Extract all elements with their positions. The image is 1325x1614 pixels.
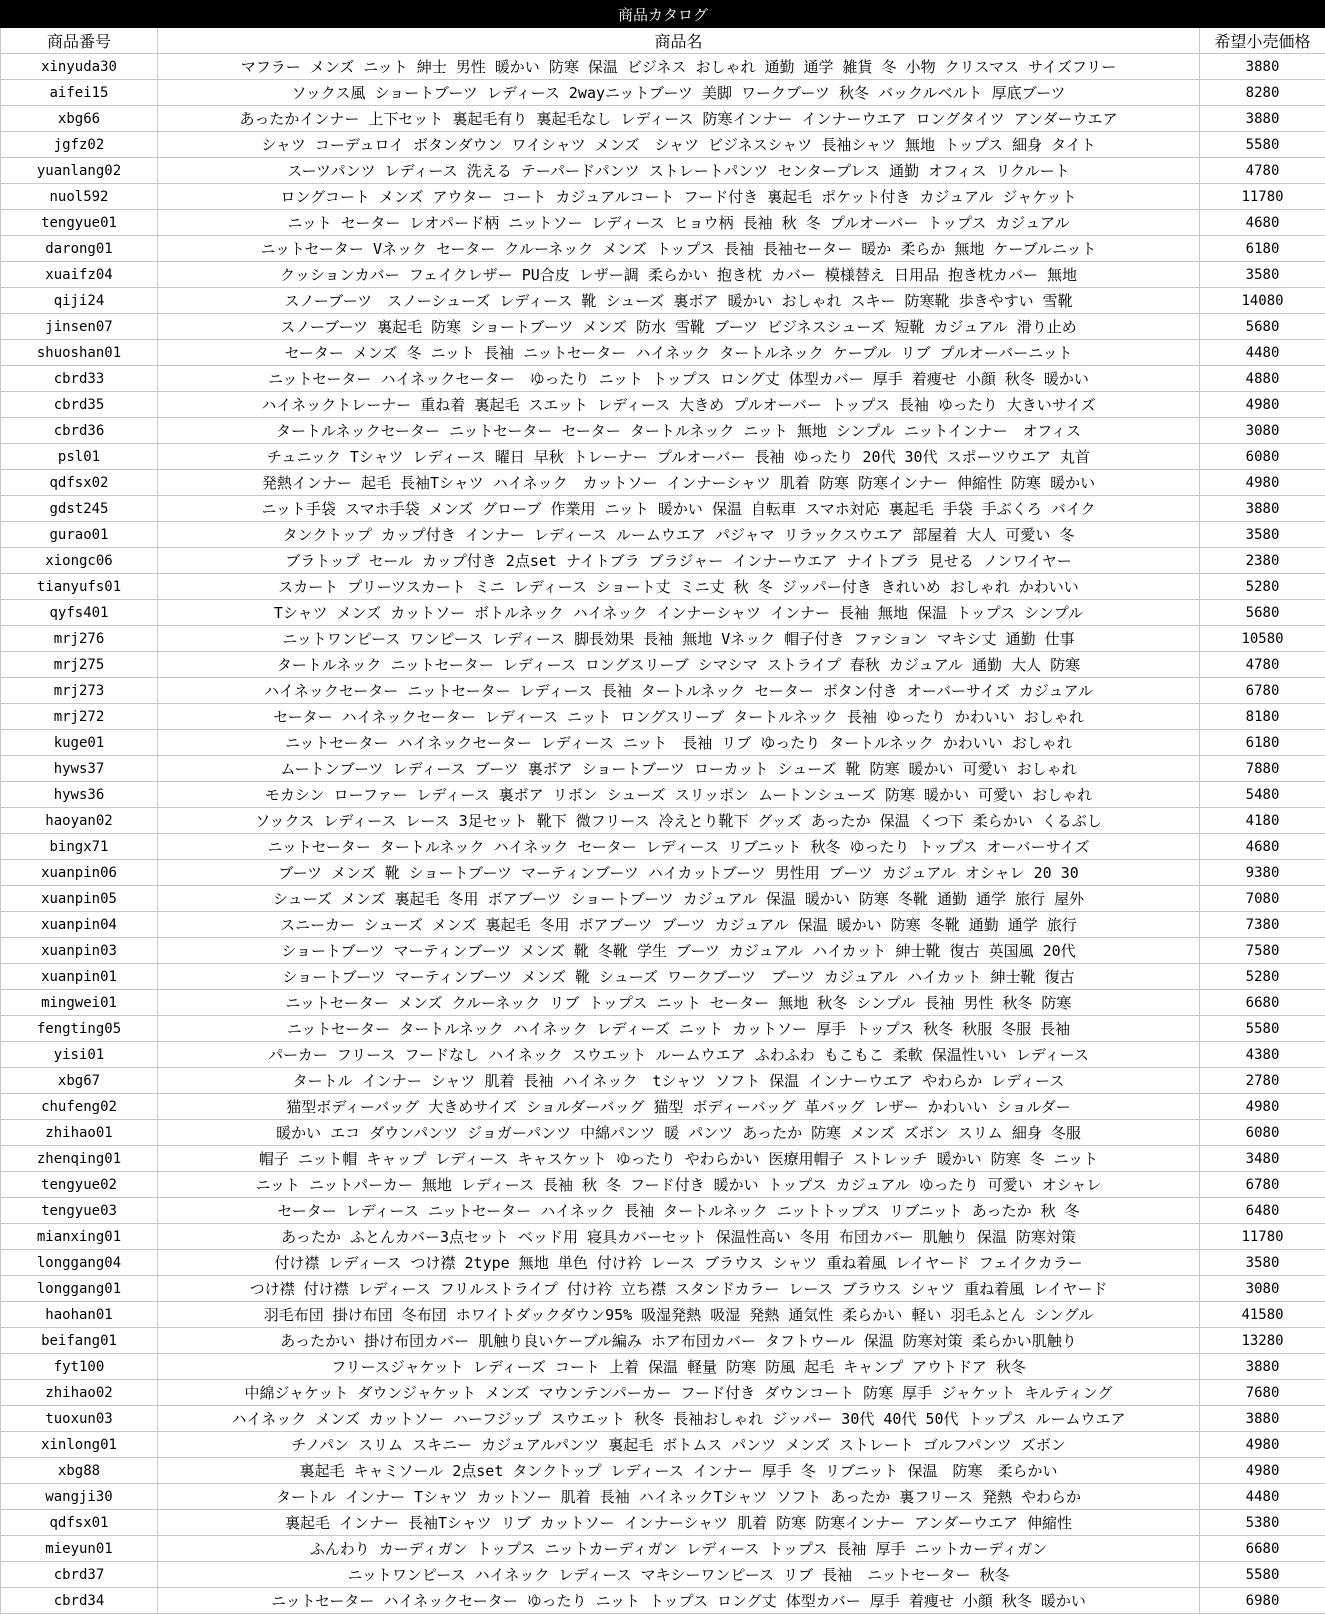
price-cell: 2780 bbox=[1200, 1068, 1325, 1094]
table-row bbox=[1, 938, 1325, 964]
product-number-cell: xuanpin05 bbox=[1, 886, 158, 912]
price-cell: 5280 bbox=[1200, 574, 1325, 600]
product-number-cell: mrj273 bbox=[1, 678, 158, 704]
product-number-cell: nuol592 bbox=[1, 184, 158, 210]
price-cell: 4680 bbox=[1200, 210, 1325, 236]
product-number-cell: tianyufs01 bbox=[1, 574, 158, 600]
header-row bbox=[1, 28, 1325, 54]
price-cell: 3080 bbox=[1200, 1276, 1325, 1302]
product-number-cell: xuaifz04 bbox=[1, 262, 158, 288]
table-row bbox=[1, 132, 1325, 158]
table-row bbox=[1, 1406, 1325, 1432]
product-name-cell: タートルネックセーター ニットセーター セーター タートルネック ニット 無地 シンプル ニットインナー オフィス bbox=[158, 418, 1200, 444]
product-name-cell: ブーツ メンズ 靴 ショートブーツ マーティンブーツ ハイカットブーツ 男性用 ブーツ カジュアル オシャレ 20 30 bbox=[158, 860, 1200, 886]
product-name-cell: スノーブーツ 裏起毛 防寒 ショートブーツ メンズ 防水 雪靴 ブーツ ビジネスシューズ 短靴 カジュアル 滑り止め bbox=[158, 314, 1200, 340]
price-cell: 5680 bbox=[1200, 600, 1325, 626]
table-row bbox=[1, 1484, 1325, 1510]
product-number-cell: cbrd34 bbox=[1, 1588, 158, 1614]
product-name-cell: 帽子 ニット帽 キャップ レディース キャスケット ゆったり やわらかい 医療用帽子 ストレッチ 暖かい 防寒 冬 ニット bbox=[158, 1146, 1200, 1172]
table-row bbox=[1, 782, 1325, 808]
table-row bbox=[1, 730, 1325, 756]
product-number-cell: longgang04 bbox=[1, 1250, 158, 1276]
table-row bbox=[1, 80, 1325, 106]
product-name-cell: ニット手袋 スマホ手袋 メンズ グローブ 作業用 ニット 暖かい 保温 自転車 スマホ対応 裏起毛 手袋 手ぶくろ バイク bbox=[158, 496, 1200, 522]
product-number-cell: bingx71 bbox=[1, 834, 158, 860]
table-row bbox=[1, 886, 1325, 912]
product-number-cell: cbrd36 bbox=[1, 418, 158, 444]
product-name-cell: ニットワンピース ハイネック レディース マキシーワンピース リブ 長袖 ニットセーター 秋冬 bbox=[158, 1562, 1200, 1588]
product-name-cell: あったか ふとんカバー3点セット ベッド用 寝具カバーセット 保温性高い 冬用 布団カバー 肌触り 保温 防寒対策 bbox=[158, 1224, 1200, 1250]
table-row bbox=[1, 1588, 1325, 1614]
price-cell: 3880 bbox=[1200, 496, 1325, 522]
product-number-cell: xiongc06 bbox=[1, 548, 158, 574]
table-row bbox=[1, 158, 1325, 184]
product-name-cell: スノーブーツ スノーシューズ レディース 靴 シューズ 裏ボア 暖かい おしゃれ スキー 防寒靴 歩きやすい 雪靴 bbox=[158, 288, 1200, 314]
table-row bbox=[1, 1354, 1325, 1380]
price-cell: 5680 bbox=[1200, 314, 1325, 340]
product-name-cell: スカート プリーツスカート ミニ レディース ショート丈 ミニ丈 秋 冬 ジッパー付き きれいめ おしゃれ かわいい bbox=[158, 574, 1200, 600]
product-name-cell: ソックス風 ショートブーツ レディース 2wayニットブーツ 美脚 ワークブーツ 秋冬 バックルベルト 厚底ブーツ bbox=[158, 80, 1200, 106]
product-name-cell: あったかインナー 上下セット 裏起毛有り 裏起毛なし レディース 防寒インナー インナーウエア ロングタイツ アンダーウエア bbox=[158, 106, 1200, 132]
price-cell: 4380 bbox=[1200, 1042, 1325, 1068]
product-name-cell: チュニック Tシャツ レディース 曜日 早秋 トレーナー プルオーバー 長袖 ゆったり 20代 30代 スポーツウエア 丸首 bbox=[158, 444, 1200, 470]
table-row bbox=[1, 1172, 1325, 1198]
price-cell: 4180 bbox=[1200, 808, 1325, 834]
product-name-cell: マフラー メンズ ニット 紳士 男性 暖かい 防寒 保温 ビジネス おしゃれ 通勤 通学 雑貨 冬 小物 クリスマス サイズフリー bbox=[158, 54, 1200, 80]
table-row bbox=[1, 1042, 1325, 1068]
product-name-cell: ハイネック メンズ カットソー ハーフジップ スウエット 秋冬 長袖おしゃれ ジッパー 30代 40代 50代 トップス ルームウエア bbox=[158, 1406, 1200, 1432]
table-row bbox=[1, 1068, 1325, 1094]
product-number-cell: mrj276 bbox=[1, 626, 158, 652]
product-number-cell: xinlong01 bbox=[1, 1432, 158, 1458]
product-number-cell: aifei15 bbox=[1, 80, 158, 106]
table-row bbox=[1, 184, 1325, 210]
price-cell: 4980 bbox=[1200, 470, 1325, 496]
product-number-cell: gurao01 bbox=[1, 522, 158, 548]
product-name-cell: スニーカー シューズ メンズ 裏起毛 冬用 ボアブーツ ブーツ カジュアル 保温 暖かい 防寒 冬靴 通勤 通学 旅行 bbox=[158, 912, 1200, 938]
product-number-cell: psl01 bbox=[1, 444, 158, 470]
product-number-cell: qdfsx02 bbox=[1, 470, 158, 496]
table-row bbox=[1, 314, 1325, 340]
price-cell: 7580 bbox=[1200, 938, 1325, 964]
price-cell: 6680 bbox=[1200, 1536, 1325, 1562]
product-name-cell: ハイネックセーター ニットセーター レディース 長袖 タートルネック セーター ボタン付き オーバーサイズ カジュアル bbox=[158, 678, 1200, 704]
product-name-cell: シューズ メンズ 裏起毛 冬用 ボアブーツ ショートブーツ カジュアル 保温 暖かい 防寒 冬靴 通勤 通学 旅行 屋外 bbox=[158, 886, 1200, 912]
product-name-cell: パーカー フリース フードなし ハイネック スウエット ルームウエア ふわふわ もこもこ 柔軟 保温性いい レディース bbox=[158, 1042, 1200, 1068]
table-row bbox=[1, 106, 1325, 132]
table-row bbox=[1, 470, 1325, 496]
product-number-cell: wangji30 bbox=[1, 1484, 158, 1510]
table-row bbox=[1, 834, 1325, 860]
price-cell: 13280 bbox=[1200, 1328, 1325, 1354]
product-number-cell: cbrd35 bbox=[1, 392, 158, 418]
price-cell: 4980 bbox=[1200, 392, 1325, 418]
price-cell: 5580 bbox=[1200, 1016, 1325, 1042]
price-cell: 3580 bbox=[1200, 1250, 1325, 1276]
table-row bbox=[1, 1536, 1325, 1562]
table-row bbox=[1, 1276, 1325, 1302]
price-cell: 5380 bbox=[1200, 1510, 1325, 1536]
price-cell: 11780 bbox=[1200, 1224, 1325, 1250]
product-name-cell: 裏起毛 インナー 長袖Tシャツ リブ カットソー インナーシャツ 肌着 防寒 防寒インナー アンダーウエア 伸縮性 bbox=[158, 1510, 1200, 1536]
product-name-cell: ニット ニットパーカー 無地 レディース 長袖 秋 冬 フード付き 暖かい トップス カジュアル ゆったり 可愛い オシャレ bbox=[158, 1172, 1200, 1198]
product-name-cell: 付け襟 レディース つけ襟 2type 無地 単色 付け衿 レース ブラウス シャツ 重ね着風 レイヤード フェイクカラー bbox=[158, 1250, 1200, 1276]
table-row bbox=[1, 756, 1325, 782]
table-row bbox=[1, 1094, 1325, 1120]
product-number-cell: zhenqing01 bbox=[1, 1146, 158, 1172]
product-number-cell: yisi01 bbox=[1, 1042, 158, 1068]
price-cell: 3880 bbox=[1200, 1406, 1325, 1432]
product-name-cell: シャツ コーデュロイ ボタンダウン ワイシャツ メンズ シャツ ビジネスシャツ 長袖シャツ 無地 トップス 細身 タイト bbox=[158, 132, 1200, 158]
table-row bbox=[1, 600, 1325, 626]
product-number-cell: tengyue02 bbox=[1, 1172, 158, 1198]
product-number-cell: cbrd33 bbox=[1, 366, 158, 392]
table-row bbox=[1, 1198, 1325, 1224]
product-name-cell: 中綿ジャケット ダウンジャケット メンズ マウンテンパーカー フード付き ダウンコート 防寒 厚手 ジャケット キルティング bbox=[158, 1380, 1200, 1406]
product-number-cell: tengyue01 bbox=[1, 210, 158, 236]
price-cell: 6080 bbox=[1200, 1120, 1325, 1146]
product-name-cell: ふんわり カーディガン トップス ニットカーディガン レディース トップス 長袖 厚手 ニットカーディガン bbox=[158, 1536, 1200, 1562]
product-name-cell: ニットセーター Vネック セーター クルーネック メンズ トップス 長袖 長袖セーター 暖か 柔らか 無地 ケーブルニット bbox=[158, 236, 1200, 262]
product-name-cell: ニット セーター レオパード柄 ニットソー レディース ヒョウ柄 長袖 秋 冬 プルオーバー トップス カジュアル bbox=[158, 210, 1200, 236]
price-cell: 14080 bbox=[1200, 288, 1325, 314]
product-name-cell: 羽毛布団 掛け布団 冬布団 ホワイトダックダウン95% 吸湿発熱 吸湿 発熱 通気性 柔らかい 軽い 羽毛ふとん シングル bbox=[158, 1302, 1200, 1328]
price-cell: 6780 bbox=[1200, 1172, 1325, 1198]
product-number-cell: cbrd37 bbox=[1, 1562, 158, 1588]
price-cell: 9380 bbox=[1200, 860, 1325, 886]
price-cell: 4780 bbox=[1200, 652, 1325, 678]
price-cell: 7880 bbox=[1200, 756, 1325, 782]
price-cell: 4780 bbox=[1200, 158, 1325, 184]
price-cell: 5280 bbox=[1200, 964, 1325, 990]
table-row bbox=[1, 366, 1325, 392]
product-name-cell: ニットセーター ハイネックセーター レディース ニット 長袖 リブ ゆったり タートルネック かわいい おしゃれ bbox=[158, 730, 1200, 756]
table-row bbox=[1, 860, 1325, 886]
product-number-cell: hyws36 bbox=[1, 782, 158, 808]
price-cell: 6180 bbox=[1200, 236, 1325, 262]
product-name-cell: ニットセーター メンズ クルーネック リブ トップス ニット セーター 無地 秋冬 シンプル 長袖 男性 秋冬 防寒 bbox=[158, 990, 1200, 1016]
product-number-cell: mingwei01 bbox=[1, 990, 158, 1016]
table-row bbox=[1, 704, 1325, 730]
product-number-cell: fyt100 bbox=[1, 1354, 158, 1380]
product-name-cell: クッションカバー フェイクレザー PU合皮 レザー調 柔らかい 抱き枕 カバー 模様替え 日用品 抱き枕カバー 無地 bbox=[158, 262, 1200, 288]
price-cell: 6980 bbox=[1200, 1588, 1325, 1614]
table-row bbox=[1, 1120, 1325, 1146]
product-name-cell: ショートブーツ マーティンブーツ メンズ 靴 冬靴 学生 ブーツ カジュアル ハイカット 紳士靴 復古 英国風 20代 bbox=[158, 938, 1200, 964]
product-number-cell: qdfsx01 bbox=[1, 1510, 158, 1536]
column-header-product-number: 商品番号 bbox=[1, 28, 158, 54]
price-cell: 3880 bbox=[1200, 106, 1325, 132]
price-cell: 2380 bbox=[1200, 548, 1325, 574]
price-cell: 7380 bbox=[1200, 912, 1325, 938]
product-name-cell: ロングコート メンズ アウター コート カジュアルコート フード付き 裏起毛 ポケット付き カジュアル ジャケット bbox=[158, 184, 1200, 210]
product-name-cell: つけ襟 付け襟 レディース フリルストライプ 付け衿 立ち襟 スタンドカラー レース ブラウス シャツ 重ね着風 レイヤード bbox=[158, 1276, 1200, 1302]
product-number-cell: xinyuda30 bbox=[1, 54, 158, 80]
product-number-cell: tuoxun03 bbox=[1, 1406, 158, 1432]
product-name-cell: 発熱インナー 起毛 長袖Tシャツ ハイネック カットソー インナーシャツ 肌着 防寒 防寒インナー 伸縮性 防寒 暖かい bbox=[158, 470, 1200, 496]
product-name-cell: ニットセーター タートルネック ハイネック セーター レディース リブニット 秋冬 ゆったり トップス オーバーサイズ bbox=[158, 834, 1200, 860]
product-number-cell: zhihao01 bbox=[1, 1120, 158, 1146]
price-cell: 4680 bbox=[1200, 834, 1325, 860]
price-cell: 7680 bbox=[1200, 1380, 1325, 1406]
product-name-cell: Tシャツ メンズ カットソー ボトルネック ハイネック インナーシャツ インナー 長袖 無地 保温 トップス シンプル bbox=[158, 600, 1200, 626]
table-row bbox=[1, 1458, 1325, 1484]
price-cell: 4480 bbox=[1200, 1484, 1325, 1510]
table-row bbox=[1, 626, 1325, 652]
product-name-cell: あったかい 掛け布団カバー 肌触り良いケーブル編み ホア布団カバー タフトウール 保温 防寒対策 柔らかい肌触り bbox=[158, 1328, 1200, 1354]
price-cell: 7080 bbox=[1200, 886, 1325, 912]
product-name-cell: タートルネック ニットセーター レディース ロングスリーブ シマシマ ストライプ 春秋 カジュアル 通勤 大人 防寒 bbox=[158, 652, 1200, 678]
table-row bbox=[1, 210, 1325, 236]
price-cell: 3880 bbox=[1200, 1354, 1325, 1380]
product-number-cell: chufeng02 bbox=[1, 1094, 158, 1120]
product-number-cell: xbg66 bbox=[1, 106, 158, 132]
product-number-cell: xuanpin04 bbox=[1, 912, 158, 938]
table-row bbox=[1, 808, 1325, 834]
column-header-price: 希望小売価格 bbox=[1200, 28, 1325, 54]
price-cell: 5480 bbox=[1200, 782, 1325, 808]
product-number-cell: qiji24 bbox=[1, 288, 158, 314]
table-row bbox=[1, 548, 1325, 574]
product-number-cell: haohan01 bbox=[1, 1302, 158, 1328]
product-number-cell: xuanpin01 bbox=[1, 964, 158, 990]
product-name-cell: ニットセーター タートルネック ハイネック レディーズ ニット カットソー 厚手 トップス 秋冬 秋服 冬服 長袖 bbox=[158, 1016, 1200, 1042]
price-cell: 11780 bbox=[1200, 184, 1325, 210]
title-row bbox=[1, 1, 1325, 28]
product-number-cell: jgfz02 bbox=[1, 132, 158, 158]
product-name-cell: セーター レディース ニットセーター ハイネック 長袖 タートルネック ニットトップス リブニット あったか 秋 冬 bbox=[158, 1198, 1200, 1224]
product-number-cell: hyws37 bbox=[1, 756, 158, 782]
price-cell: 3580 bbox=[1200, 262, 1325, 288]
table-row bbox=[1, 990, 1325, 1016]
price-cell: 5580 bbox=[1200, 1562, 1325, 1588]
table-row bbox=[1, 340, 1325, 366]
price-cell: 4480 bbox=[1200, 340, 1325, 366]
product-number-cell: longgang01 bbox=[1, 1276, 158, 1302]
table-row bbox=[1, 418, 1325, 444]
catalog-title: 商品カタログ bbox=[1, 1, 1325, 28]
product-name-cell: セーター ハイネックセーター レディース ニット ロングスリーブ タートルネック 長袖 ゆったり かわいい おしゃれ bbox=[158, 704, 1200, 730]
price-cell: 4980 bbox=[1200, 1094, 1325, 1120]
column-header-product-name: 商品名 bbox=[158, 28, 1200, 54]
product-number-cell: fengting05 bbox=[1, 1016, 158, 1042]
product-number-cell: darong01 bbox=[1, 236, 158, 262]
price-cell: 8280 bbox=[1200, 80, 1325, 106]
product-name-cell: ニットセーター ハイネックセーター ゆったり ニット トップス ロング丈 体型カバー 厚手 着痩せ 小顔 秋冬 暖かい bbox=[158, 366, 1200, 392]
product-number-cell: gdst245 bbox=[1, 496, 158, 522]
price-cell: 41580 bbox=[1200, 1302, 1325, 1328]
price-cell: 8180 bbox=[1200, 704, 1325, 730]
product-number-cell: mrj275 bbox=[1, 652, 158, 678]
product-name-cell: 猫型ボディーバッグ 大きめサイズ ショルダーバッグ 猫型 ボディーバッグ 革バッグ レザー かわいい ショルダー bbox=[158, 1094, 1200, 1120]
price-cell: 4980 bbox=[1200, 1432, 1325, 1458]
product-number-cell: zhihao02 bbox=[1, 1380, 158, 1406]
price-cell: 4980 bbox=[1200, 1458, 1325, 1484]
product-name-cell: セーター メンズ 冬 ニット 長袖 ニットセーター ハイネック タートルネック ケーブル リブ プルオーバーニット bbox=[158, 340, 1200, 366]
price-cell: 3480 bbox=[1200, 1146, 1325, 1172]
table-row bbox=[1, 496, 1325, 522]
table-row bbox=[1, 522, 1325, 548]
product-name-cell: ブラトップ セール カップ付き 2点set ナイトブラ ブラジャー インナーウエア ナイトブラ 見せる ノンワイヤー bbox=[158, 548, 1200, 574]
price-cell: 3580 bbox=[1200, 522, 1325, 548]
price-cell: 10580 bbox=[1200, 626, 1325, 652]
product-number-cell: jinsen07 bbox=[1, 314, 158, 340]
table-row bbox=[1, 288, 1325, 314]
table-row bbox=[1, 1302, 1325, 1328]
product-name-cell: タンクトップ カップ付き インナー レディース ルームウエア パジャマ リラックスウエア 部屋着 大人 可愛い 冬 bbox=[158, 522, 1200, 548]
product-number-cell: qyfs401 bbox=[1, 600, 158, 626]
table-row bbox=[1, 236, 1325, 262]
table-row bbox=[1, 1328, 1325, 1354]
table-row bbox=[1, 1146, 1325, 1172]
table-row bbox=[1, 678, 1325, 704]
product-name-cell: 暖かい エコ ダウンパンツ ジョガーパンツ 中綿パンツ 暖 パンツ あったか 防寒 メンズ ズボン スリム 細身 冬服 bbox=[158, 1120, 1200, 1146]
price-cell: 6780 bbox=[1200, 678, 1325, 704]
table-row bbox=[1, 1016, 1325, 1042]
product-name-cell: ニットセーター ハイネックセーター ゆったり ニット トップス ロング丈 体型カバー 厚手 着痩せ 小顔 秋冬 暖かい bbox=[158, 1588, 1200, 1614]
product-number-cell: haoyan02 bbox=[1, 808, 158, 834]
product-number-cell: tengyue03 bbox=[1, 1198, 158, 1224]
table-row bbox=[1, 912, 1325, 938]
table-row bbox=[1, 1510, 1325, 1536]
table-row bbox=[1, 1562, 1325, 1588]
product-name-cell: フリースジャケット レディーズ コート 上着 保温 軽量 防寒 防風 起毛 キャンプ アウトドア 秋冬 bbox=[158, 1354, 1200, 1380]
product-number-cell: shuoshan01 bbox=[1, 340, 158, 366]
price-cell: 4880 bbox=[1200, 366, 1325, 392]
product-number-cell: xuanpin03 bbox=[1, 938, 158, 964]
product-number-cell: mianxing01 bbox=[1, 1224, 158, 1250]
product-number-cell: kuge01 bbox=[1, 730, 158, 756]
table-row bbox=[1, 1250, 1325, 1276]
product-name-cell: タートル インナー シャツ 肌着 長袖 ハイネック tシャツ ソフト 保温 インナーウエア やわらか レディース bbox=[158, 1068, 1200, 1094]
product-name-cell: ハイネックトレーナー 重ね着 裏起毛 スエット レディース 大きめ プルオーバー トップス 長袖 ゆったり 大きいサイズ bbox=[158, 392, 1200, 418]
product-name-cell: ムートンブーツ レディース ブーツ 裏ボア ショートブーツ ローカット シューズ 靴 防寒 暖かい 可愛い おしゃれ bbox=[158, 756, 1200, 782]
table-row bbox=[1, 54, 1325, 80]
product-name-cell: チノパン スリム スキニー カジュアルパンツ 裏起毛 ボトムス パンツ メンズ ストレート ゴルフパンツ ズボン bbox=[158, 1432, 1200, 1458]
table-row bbox=[1, 1432, 1325, 1458]
product-name-cell: モカシン ローファー レディース 裏ボア リボン シューズ スリッポン ムートンシューズ 防寒 暖かい 可愛い おしゃれ bbox=[158, 782, 1200, 808]
price-cell: 5580 bbox=[1200, 132, 1325, 158]
table-row bbox=[1, 1224, 1325, 1250]
product-number-cell: mieyun01 bbox=[1, 1536, 158, 1562]
product-number-cell: yuanlang02 bbox=[1, 158, 158, 184]
product-name-cell: ショートブーツ マーティンブーツ メンズ 靴 シューズ ワークブーツ ブーツ カジュアル ハイカット 紳士靴 復古 bbox=[158, 964, 1200, 990]
product-name-cell: タートル インナー Tシャツ カットソー 肌着 長袖 ハイネックTシャツ ソフト あったか 裏フリース 発熱 やわらか bbox=[158, 1484, 1200, 1510]
price-cell: 6680 bbox=[1200, 990, 1325, 1016]
table-row bbox=[1, 262, 1325, 288]
product-number-cell: xbg67 bbox=[1, 1068, 158, 1094]
product-name-cell: スーツパンツ レディース 洗える テーパードパンツ ストレートパンツ センタープレス 通勤 オフィス リクルート bbox=[158, 158, 1200, 184]
table-row bbox=[1, 444, 1325, 470]
product-name-cell: ソックス レディース レース 3足セット 靴下 微フリース 冷えとり靴下 グッズ あったか 保温 くつ下 柔らかい くるぶし bbox=[158, 808, 1200, 834]
price-cell: 6180 bbox=[1200, 730, 1325, 756]
product-name-cell: 裏起毛 キャミソール 2点set タンクトップ レディース インナー 厚手 冬 リブニット 保温 防寒 柔らかい bbox=[158, 1458, 1200, 1484]
table-row bbox=[1, 574, 1325, 600]
product-number-cell: beifang01 bbox=[1, 1328, 158, 1354]
price-cell: 3080 bbox=[1200, 418, 1325, 444]
price-cell: 6480 bbox=[1200, 1198, 1325, 1224]
table-row bbox=[1, 652, 1325, 678]
price-cell: 3880 bbox=[1200, 54, 1325, 80]
table-row bbox=[1, 964, 1325, 990]
product-number-cell: xuanpin06 bbox=[1, 860, 158, 886]
table-row bbox=[1, 1380, 1325, 1406]
price-cell: 6080 bbox=[1200, 444, 1325, 470]
product-number-cell: xbg88 bbox=[1, 1458, 158, 1484]
product-name-cell: ニットワンピース ワンピース レディース 脚長効果 長袖 無地 Vネック 帽子付き ファション マキシ丈 通勤 仕事 bbox=[158, 626, 1200, 652]
table-row bbox=[1, 392, 1325, 418]
product-number-cell: mrj272 bbox=[1, 704, 158, 730]
